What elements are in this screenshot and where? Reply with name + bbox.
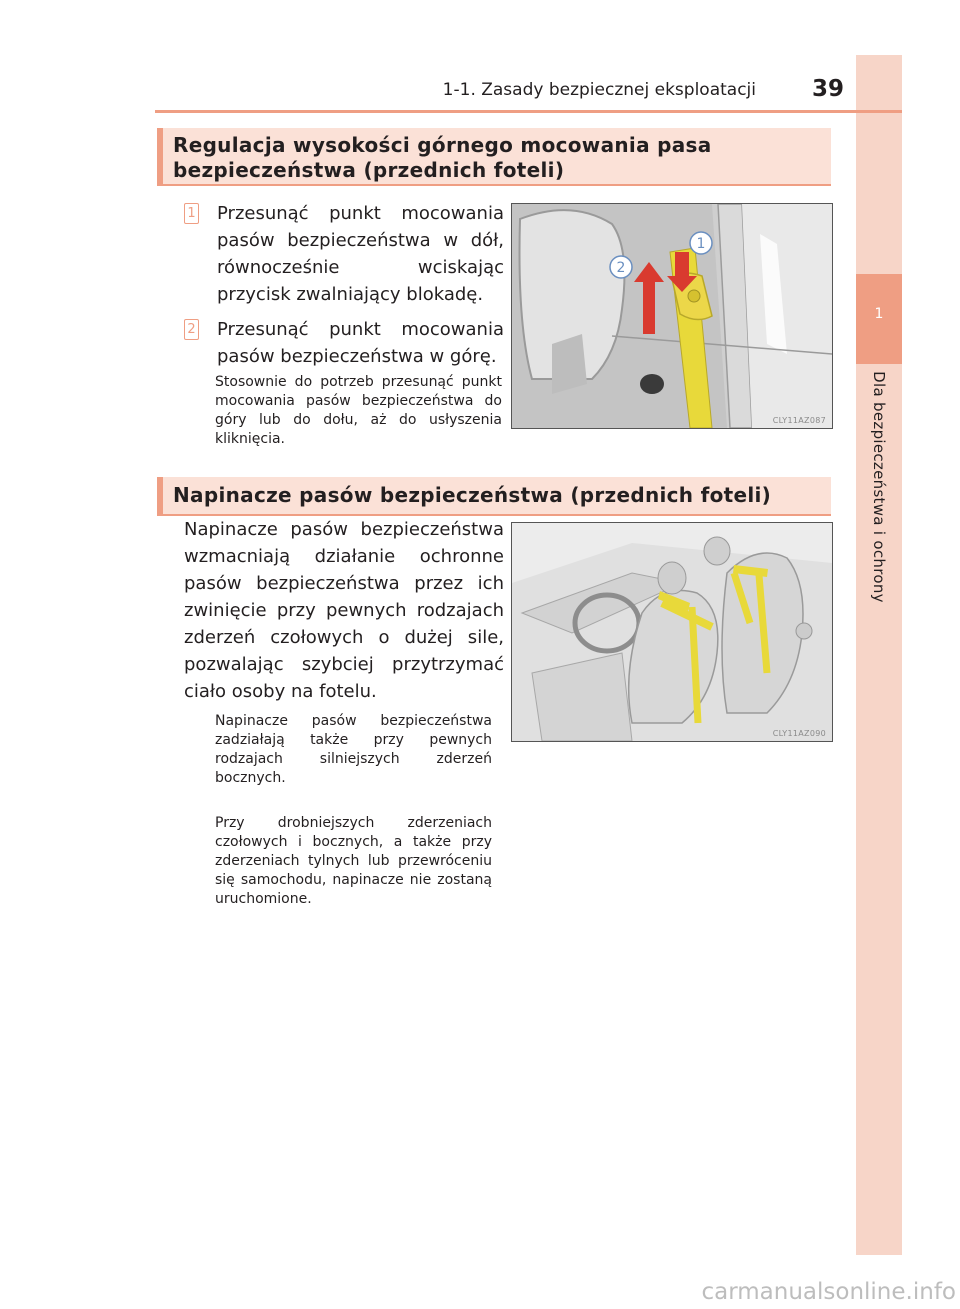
callout-1: 1 bbox=[696, 236, 706, 252]
section-heading-line2: bezpieczeństwa (przednich foteli) bbox=[173, 158, 565, 182]
chapter-tab-number: 1 bbox=[874, 306, 884, 322]
step-1 bbox=[184, 200, 504, 308]
figure-pretensioners bbox=[511, 522, 833, 742]
section-heading-line1: Regulacja wysokości górnego mocowania pasa bbox=[173, 133, 712, 157]
step-badge-1: 1 bbox=[184, 203, 199, 224]
watermark: carmanualsonline.info bbox=[701, 1279, 956, 1305]
section-heading-pretensioners bbox=[157, 477, 831, 516]
note-side-collisions: Napinacze pasów bezpieczeństwa zadziałają także przy pewnych rodzajach silniejszych zderzeń bocznych. bbox=[215, 713, 492, 786]
side-strip bbox=[856, 55, 902, 1255]
chapter-title: 1-1. Zasady bezpiecznej eksploatacji bbox=[442, 80, 756, 100]
header-rule bbox=[155, 110, 902, 113]
section-heading-belt-anchor bbox=[157, 128, 831, 186]
figure-code: CLY11AZ087 bbox=[772, 416, 826, 425]
step-badge-2: 2 bbox=[184, 319, 199, 340]
belt-anchor-illustration bbox=[512, 204, 832, 428]
step-2-text: Przesunąć punkt mocowania pasów bezpieczeństwa w górę. bbox=[217, 319, 504, 367]
page-number: 39 bbox=[812, 76, 845, 102]
note-no-activation: Przy drobniejszych zderzeniach czołowych i bocznych, a także przy zderzeniach tylnych lub przewróceniu się samochodu, napinacze nie zostaną uruchomione. bbox=[215, 815, 492, 907]
pretensioner-paragraph: Napinacze pasów bezpieczeństwa wzmacniają działanie ochronne pasów bezpieczeństwa przez ich zwinięcie przy pewnych rodzajach zderzeń czołowych o dużej sile, pozwalając szybciej przytrzymać ciało osoby na fotelu. bbox=[184, 519, 504, 702]
step-1-text: Przesunąć punkt mocowania pasów bezpieczeństwa w dół, równocześnie wciskając przycisk zwalniający blokadę. bbox=[217, 203, 504, 305]
figure-belt-anchor bbox=[511, 203, 833, 429]
callout-2: 2 bbox=[616, 260, 626, 276]
chapter-tab-label: Dla bezpieczeństwa i ochrony bbox=[870, 371, 888, 603]
figure-code: CLY11AZ090 bbox=[772, 729, 826, 738]
section-heading-title: Napinacze pasów bezpieczeństwa (przednich foteli) bbox=[173, 483, 772, 507]
note-anchor-adjust: Stosownie do potrzeb przesunąć punkt mocowania pasów bezpieczeństwa do góry lub do dołu, aż do usłyszenia kliknięcia. bbox=[215, 374, 502, 447]
cabin-illustration bbox=[512, 523, 832, 741]
step-2 bbox=[184, 316, 504, 370]
